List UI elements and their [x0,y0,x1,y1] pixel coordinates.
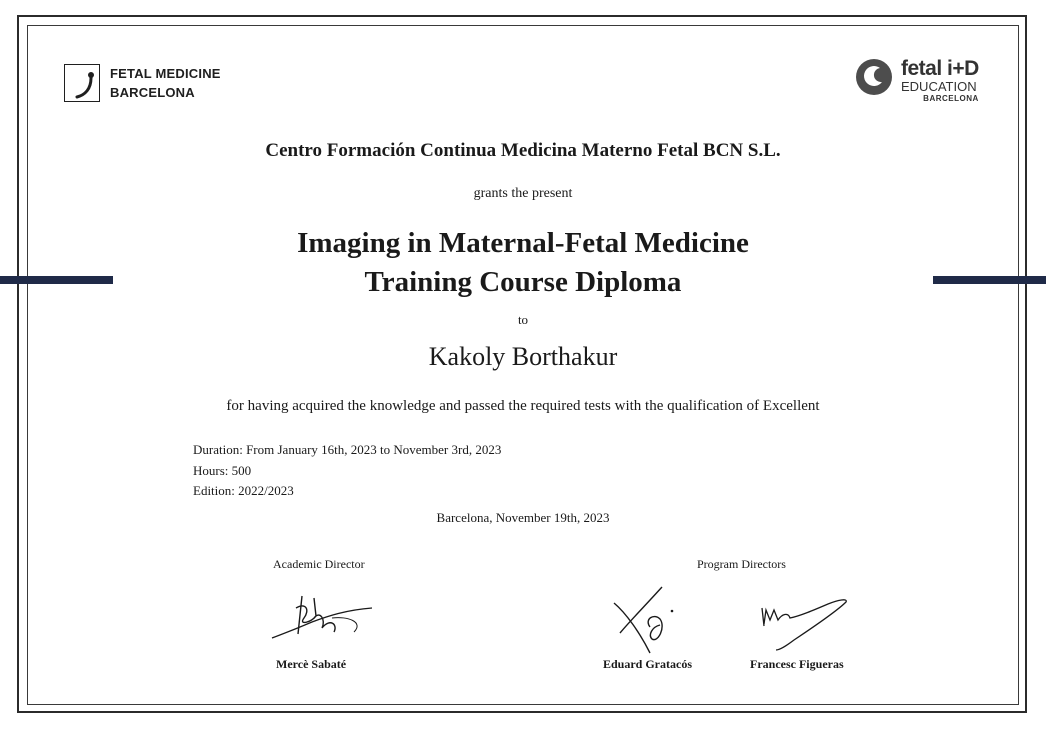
fetal-medicine-barcelona-logo [64,64,221,102]
institution-name: Centro Formación Continua Medicina Materno Fetal BCN S.L. [265,140,781,161]
qualification-statement: for having acquired the knowledge and passed the required tests with the qualification of Excellent [226,398,820,414]
logo-left-line1: FETAL MEDICINE [110,66,221,81]
diploma-title [0,224,1046,302]
program-director-name-1: Eduard Gratacós [603,657,693,671]
course-details [193,440,501,502]
diploma-title-line2: Training Course Diploma [364,266,682,298]
hours-line: Hours: 500 [193,462,252,478]
fetal-id-education-logo [855,58,979,103]
francesc-figueras-signature [758,596,852,652]
grants-text: grants the present [473,186,573,201]
logo-right-line3: BARCELONA [923,94,979,103]
academic-director-role: Academic Director [273,557,365,571]
duration-line: Duration: From January 16th, 2023 to November 3rd, 2023 [193,442,502,457]
academic-director-name: Mercè Sabaté [276,657,347,671]
program-director-name-2: Francesc Figueras [750,657,844,671]
program-directors-role: Program Directors [697,557,786,571]
recipient-name: Kakoly Borthakur [428,342,618,371]
eduard-gratacos-signature [610,583,682,655]
fmb-logo-icon [64,64,100,102]
diploma-title-line1: Imaging in Maternal-Fetal Medicine [297,227,749,259]
logo-right-line2: EDUCATION [901,79,977,94]
fetal-id-logo-icon [855,58,893,96]
logo-left-line2: BARCELONA [110,85,195,100]
to-text: to [517,312,529,327]
academic-director-signature [268,588,378,644]
logo-right-brand: fetal i+D [901,57,979,80]
place-and-date: Barcelona, November 19th, 2023 [436,510,610,525]
edition-line: Edition: 2022/2023 [193,483,294,498]
